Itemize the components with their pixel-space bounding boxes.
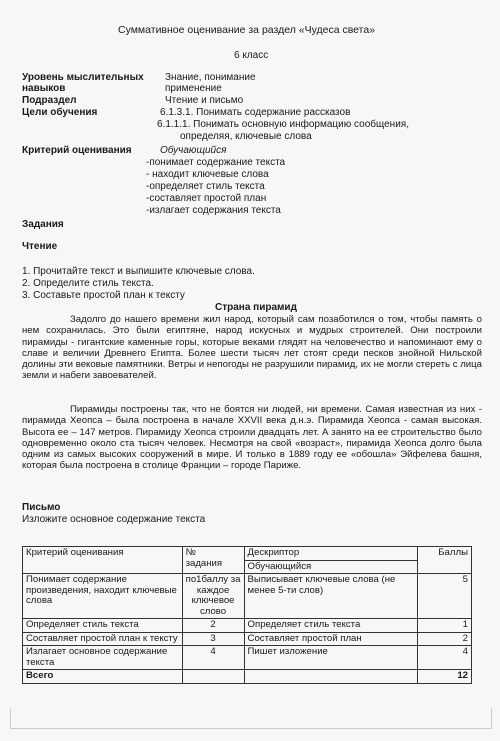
criteria-item: - находит ключевые слова: [146, 169, 269, 180]
criteria-item: -понимает содержание текста: [146, 157, 286, 168]
table-row: [23, 619, 472, 633]
table-row: [23, 632, 472, 646]
criteria-item: -излагает содержания текста: [146, 205, 281, 216]
goals-label: Цели обучения: [22, 107, 98, 118]
criteria-item: -определяет стиль текста: [146, 181, 265, 192]
row-task: по1баллу за каждое ключевое слово: [182, 574, 244, 619]
row-points: 5: [418, 574, 472, 619]
page-edge-decoration: [10, 708, 492, 729]
row-points: 4: [418, 646, 472, 670]
row-task: 3: [182, 632, 244, 646]
row-criterion: Излагает основное содержание текста: [23, 646, 183, 670]
story-title: Страна пирамид: [215, 302, 297, 313]
total-label: Всего: [23, 670, 183, 684]
header-task: № задания: [182, 547, 244, 574]
task-item: 3. Составьте простой план к тексту: [22, 290, 185, 301]
table-row: [23, 646, 472, 670]
row-descriptor: Выписывает ключевые слова (не менее 5-ти слов): [244, 574, 418, 619]
task-item: 2. Определите стиль текста.: [22, 278, 154, 289]
assessment-table: [22, 546, 472, 684]
row-descriptor: Составляет простой план: [244, 632, 418, 646]
row-descriptor: Пишет изложение: [244, 646, 418, 670]
subsection-value: Чтение и письмо: [165, 95, 244, 106]
document-title: Суммативное оценивание за раздел «Чудеса света»: [118, 24, 376, 36]
header-descriptor: Дескриптор Обучающийся: [244, 547, 418, 574]
header-points: Баллы: [418, 547, 472, 574]
goal-2b: определяя, ключевые слова: [180, 131, 312, 142]
row-criterion: Понимает содержание произведения, находит ключевые слова: [23, 574, 183, 619]
goal-2a: 6.1.1.1. Понимать основную информацию сообщения,: [157, 119, 409, 130]
goal-1: 6.1.3.1. Понимать содержание рассказов: [160, 107, 351, 118]
total-empty-cell: [244, 670, 418, 684]
level-label: Уровень мыслительных навыков: [22, 72, 144, 94]
story-paragraph-2: Пирамиды построены так, что не боятся ни людей, ни времени. Самая известная из них - пирамида Хеопса – была построена в начале XXVII века д.н.э. Пирамида Хеопса - самая высокая. Высота ее – 147 метров. Пирамиду Хеопса строили двадцать лет. А занято на ее строительство было одновременно около ста тысяч человек. Несмотря на свой «возраст», пирамида Хеопса долго была одним из самых высоких сооружений в мире. И только в 1889 году ее «обошла» Эйфелева башня, которая была построена в столице Франции – городе Париже.: [22, 404, 482, 472]
total-value: 12: [418, 670, 472, 684]
row-task: 2: [182, 619, 244, 633]
task-item: 1. Прочитайте текст и выпишите ключевые слова.: [22, 266, 255, 277]
criteria-label: Критерий оценивания: [22, 145, 132, 156]
table-header-row: [23, 547, 472, 574]
criteria-item: -составляет простой план: [146, 193, 267, 204]
table-total-row: [23, 670, 472, 684]
criteria-intro: Обучающийся: [160, 145, 227, 156]
grade-label: 6 класс: [234, 50, 269, 61]
level-value-1: Знание, понимание: [165, 72, 256, 83]
writing-heading: Письмо: [22, 502, 61, 513]
story-paragraph-1: Задолго до нашего времени жил народ, который сам позаботился о том, чтобы память о нем сохранилась. Это были египтяне, народ искусных и мудрых строителей. Они построили пирамиды - гигантские каменные горы, которые веками глядят на человечество и напоминают ему о славе и величии Древнего Египта. Более шести тысяч лет стоят среди песков знойной Нильской долины эти вековые памятники. Ветры и непогоды не разрушили пирамид, их не могли стереть с лица земли и набеги завоевателей.: [22, 314, 482, 382]
table-row: [23, 574, 472, 619]
header-criterion: Критерий оценивания: [23, 547, 183, 574]
row-task: 4: [182, 646, 244, 670]
row-criterion: Определяет стиль текста: [23, 619, 183, 633]
subsection-label: Подраздел: [22, 95, 77, 106]
tasks-heading: Задания: [22, 219, 64, 230]
reading-heading: Чтение: [22, 241, 58, 252]
row-points: 2: [418, 632, 472, 646]
row-descriptor: Определяет стиль текста: [244, 619, 418, 633]
level-value-2: применение: [165, 83, 222, 94]
total-empty-cell: [182, 670, 244, 684]
row-points: 1: [418, 619, 472, 633]
row-criterion: Составляет простой план к тексту: [23, 632, 183, 646]
writing-instruction: Изложите основное содержание текста: [22, 514, 206, 525]
